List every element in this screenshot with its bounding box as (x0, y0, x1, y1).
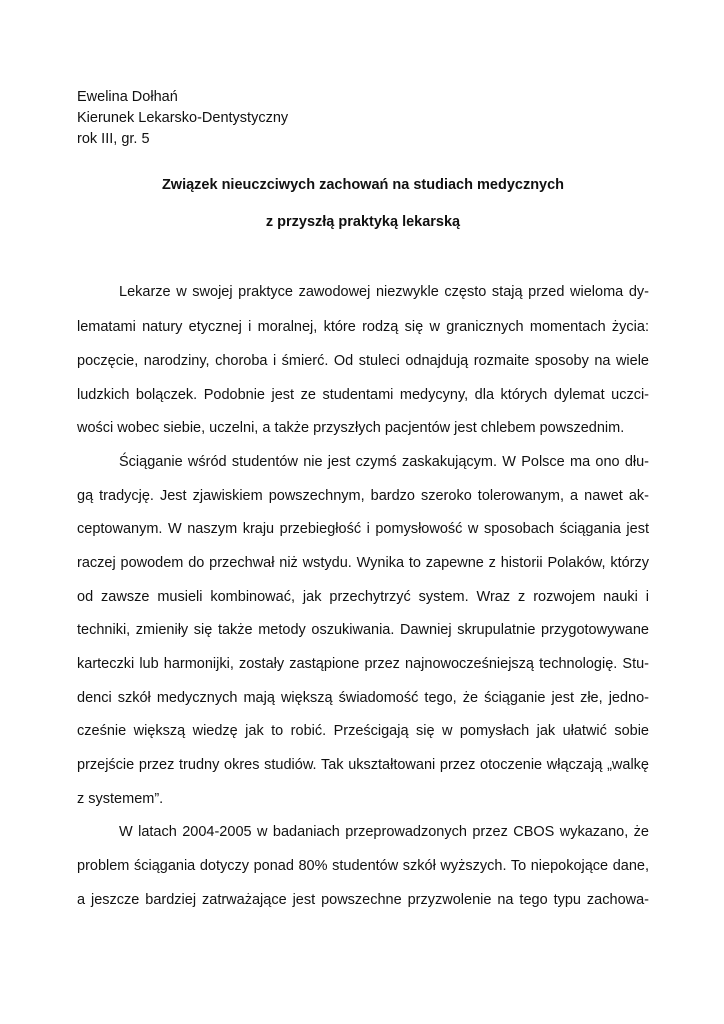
paragraph-line: techniki, zmieniły się także metody oszukiwania. Dawniej skrupulatnie przygotowywane (77, 622, 649, 638)
paragraph-line: ceptowanym. W naszym kraju przebiegłość i pomysłowość w sposobach ściągania jest (77, 521, 649, 537)
author-name: Ewelina Dołhań (77, 89, 178, 105)
paragraph-line: wości wobec siebie, uczelni, a także przyszłych pacjentów jest chlebem powszednim. (77, 420, 625, 436)
paragraph-line: problem ściągania dotyczy ponad 80% studentów szkół wyższych. To niepokojące dane, (77, 858, 649, 874)
paragraph-line: denci szkół medycznych mają większą świadomość tego, że ściąganie jest złe, jedno- (77, 690, 649, 706)
paragraph-line: karteczki lub harmonijki, zostały zastąpione przez najnowocześniejszą technologię. Stu- (77, 656, 649, 672)
paragraph-line: W latach 2004-2005 w badaniach przeprowadzonych przez CBOS wykazano, że (119, 824, 649, 840)
paragraph-line: od zawsze musieli kombinować, jak przechytrzyć system. Wraz z rozwojem nauki i (77, 589, 649, 605)
document-title-line-1: Związek nieuczciwych zachowań na studiach medycznych (161, 177, 565, 193)
document-title-line-2: z przyszłą praktyką lekarską (265, 214, 461, 230)
paragraph-line: przejście przez trudny okres studiów. Tak ukształtowani przez otoczenie włączają „walkę (77, 757, 649, 773)
paragraph-line: Lekarze w swojej praktyce zawodowej niezwykle często stają przed wieloma dy- (119, 284, 649, 300)
author-block (77, 87, 288, 150)
author-year-group: rok III, gr. 5 (77, 131, 150, 147)
paragraph-line: Ściąganie wśród studentów nie jest czymś zaskakującym. W Polsce ma ono dłu- (119, 454, 649, 470)
paragraph-line: a jeszcze bardziej zatrważające jest powszechne przyzwolenie na tego typu zachowa- (77, 892, 649, 908)
paragraph-line: raczej powodem do przechwał niż wstydu. Wynika to zapewne z historii Polaków, którzy (77, 555, 649, 571)
paragraph-line: gą tradycję. Jest zjawiskiem powszechnym, bardzo szeroko tolerowanym, a nawet ak- (77, 488, 649, 504)
paragraph-line: lematami natury etycznej i moralnej, które rodzą się w granicznych momentach życia: (77, 319, 649, 335)
author-program: Kierunek Lekarsko-Dentystyczny (77, 110, 289, 126)
paragraph-line: cześnie większą wiedzę jak to robić. Prześcigają się w pomysłach jak ułatwić sobie (77, 723, 649, 739)
paragraph-line: ludzkich bolączek. Podobnie jest ze studentami medycyny, dla których dylemat uczci- (77, 387, 649, 403)
paragraph-line: z systemem”. (77, 791, 164, 807)
paragraph-line: poczęcie, narodziny, choroba i śmierć. Od stuleci odnajdują rozmaite sposoby na wiele (77, 353, 649, 369)
